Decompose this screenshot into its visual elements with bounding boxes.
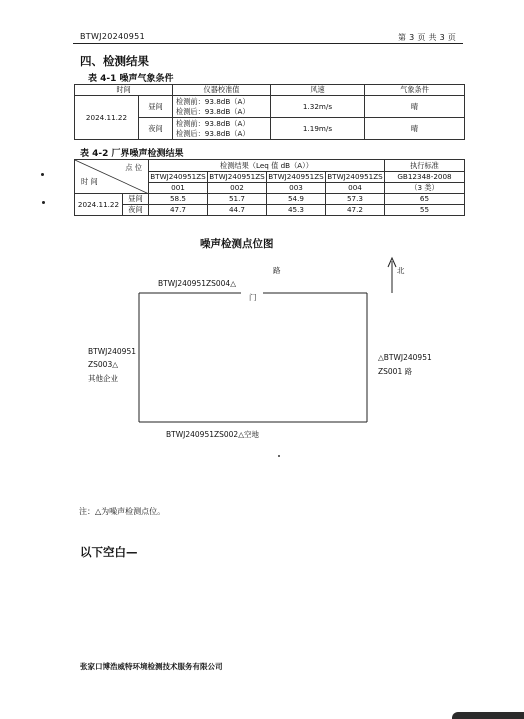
corner-point-label: 点 位 [125, 163, 142, 172]
table1-weather-day: 晴 [365, 96, 465, 118]
night-value-002: 44.7 [208, 205, 267, 216]
day-value-003: 54.9 [267, 194, 326, 205]
table1-caption: 表 4-1 噪声气象条件 [88, 74, 174, 84]
point-004-line1: BTWJ240951ZS [327, 172, 383, 181]
calib-after: 检测后：93.8dB（A） [176, 128, 250, 138]
col-weather: 气象条件 [365, 85, 465, 96]
calib-before: 检测前：93.8dB（A） [176, 96, 250, 106]
point-003-label-line2: ZS003△ [88, 360, 118, 369]
company-footer: 张家口博浩威特环境检测技术服务有限公司 [80, 662, 223, 671]
night-value-004: 47.2 [326, 205, 385, 216]
road-label-top: 路 [273, 266, 281, 275]
table2-corner-cell [75, 160, 149, 194]
table1-weather-night: 晴 [365, 118, 465, 140]
point-001-label-line2: ZS001 路 [378, 367, 413, 376]
day-value-001: 58.5 [149, 194, 208, 205]
point-004-label: BTWJ240951ZS004△ [158, 279, 236, 288]
point-001-label-line1: △BTWJ240951 [378, 353, 432, 362]
point-002-line1: BTWJ240951ZS [209, 172, 265, 181]
margin-dot [42, 201, 45, 204]
blank-marker: 以下空白— [80, 545, 138, 559]
corner-time-label: 时 间 [81, 177, 98, 186]
table1-wind-night: 1.19m/s [271, 118, 365, 140]
gate-label: 门 [249, 293, 257, 302]
table1-period-day: 昼间 [139, 96, 173, 118]
day-value-004: 57.3 [326, 194, 385, 205]
point-001-line1: BTWJ240951ZS [150, 172, 206, 181]
diagram-note: 注：△为噪声检测点位。 [79, 507, 166, 516]
night-value-003: 45.3 [267, 205, 326, 216]
col-calibration: 仪器校准值 [173, 85, 271, 96]
table1-date: 2024.11.22 [75, 96, 139, 140]
point-003-label-line1: BTWJ240951 [88, 347, 136, 356]
noise-table [74, 159, 465, 216]
table2-date: 2024.11.22 [75, 194, 123, 216]
point-003-line1: BTWJ240951ZS [268, 172, 324, 181]
table2-caption: 表 4-2 厂界噪声检测结果 [80, 149, 184, 159]
section-title: 四、检测结果 [80, 54, 149, 68]
weather-table [74, 84, 465, 140]
scan-speck [278, 455, 280, 457]
table1-calibration-day [173, 96, 271, 118]
standard-line2: （3 类） [385, 183, 465, 194]
point-004-line2: 004 [326, 183, 385, 194]
col-wind: 风速 [271, 85, 365, 96]
point-002-label: BTWJ240951ZS002△空地 [166, 430, 259, 439]
standard-line1: GB12348-2008 [385, 172, 465, 183]
calib-after: 检测后：93.8dB（A） [176, 106, 250, 116]
standard-header: 执行标准 [385, 160, 465, 172]
site-boundary [130, 288, 376, 428]
table1-calibration-night [173, 118, 271, 140]
night-value-001: 47.7 [149, 205, 208, 216]
calib-before: 检测前：93.8dB（A） [176, 118, 250, 128]
point-003-label-line3: 其他企业 [88, 374, 118, 383]
day-value-002: 51.7 [208, 194, 267, 205]
margin-dot [41, 173, 44, 176]
table2-period-day: 昼间 [123, 194, 149, 205]
day-limit: 65 [385, 194, 465, 205]
point-001-line2: 001 [149, 183, 208, 194]
page-indicator: 第 3 页 共 3 页 [398, 33, 457, 42]
result-header: 检测结果（Leq 值 dB（A）） [149, 160, 385, 172]
report-number: BTWJ20240951 [80, 32, 145, 41]
point-003-line2: 003 [267, 183, 326, 194]
col-time: 时间 [75, 85, 173, 96]
table1-period-night: 夜间 [139, 118, 173, 140]
diagram-title: 噪声检测点位图 [200, 238, 274, 250]
scan-edge [452, 712, 524, 719]
table1-wind-day: 1.32m/s [271, 96, 365, 118]
night-limit: 55 [385, 205, 465, 216]
table2-period-night: 夜间 [123, 205, 149, 216]
point-002-line2: 002 [208, 183, 267, 194]
header-rule [73, 43, 463, 44]
north-label: 北 [397, 266, 405, 275]
